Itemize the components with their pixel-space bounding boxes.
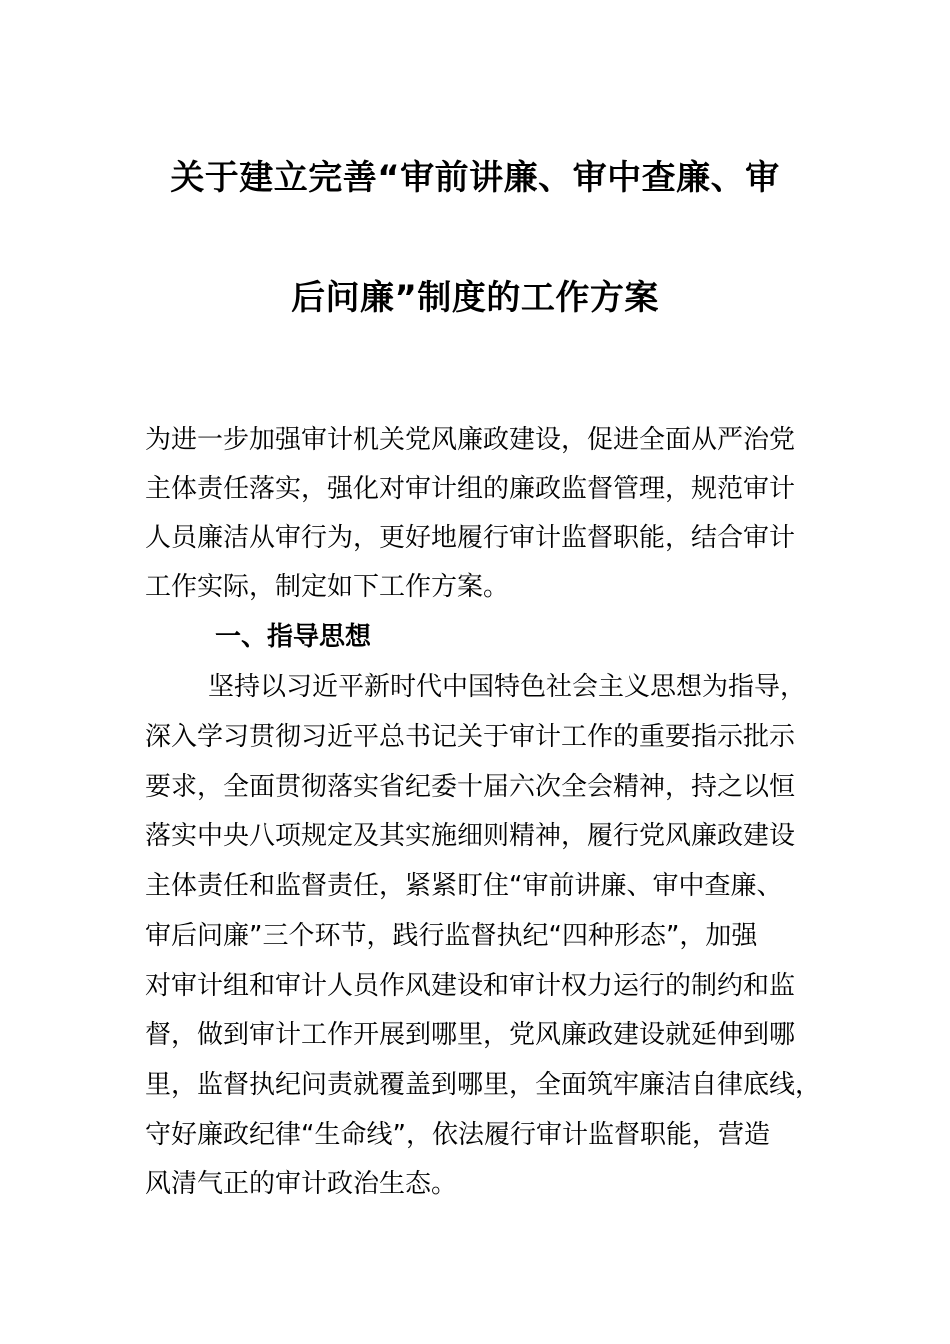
section-paragraph-line: 落实中央八项规定及其实施细则精神，履行党风廉政建设 [145,821,796,851]
section-paragraph-line: 审后问廉”三个环节，践行监督执纪“四种形态”，加强 [145,921,758,951]
intro-paragraph-line: 主体责任落实，强化对审计组的廉政监督管理，规范审计 [145,474,796,504]
section-paragraph-line: 里，监督执纪问责就覆盖到哪里，全面筑牢廉洁自律底线， [145,1070,822,1100]
section-paragraph-line: 要求，全面贯彻落实省纪委十届六次全会精神，持之以恒 [145,772,796,802]
section-paragraph-line: 深入学习贯彻习近平总书记关于审计工作的重要指示批示 [145,722,796,752]
intro-paragraph-line: 人员廉洁从审行为，更好地履行审计监督职能，结合审计 [145,523,796,553]
section-paragraph-line: 坚持以习近平新时代中国特色社会主义思想为指导， [208,672,807,702]
section-paragraph-line: 督，做到审计工作开展到哪里，党风廉政建设就延伸到哪 [145,1020,796,1050]
section-paragraph-line: 主体责任和监督责任，紧紧盯住“审前讲廉、审中查廉、 [145,871,783,901]
intro-paragraph-line: 为进一步加强审计机关党风廉政建设，促进全面从严治党 [145,425,796,455]
section-heading: 一、指导思想 [215,622,372,652]
intro-paragraph-line: 工作实际，制定如下工作方案。 [145,572,510,602]
document-title-line-2: 后问廉”制度的工作方案 [291,278,659,318]
section-paragraph-line: 风清气正的审计政治生态。 [145,1169,458,1199]
document-title-line-1: 关于建立完善“审前讲廉、审中查廉、审 [170,158,780,198]
section-paragraph-line: 守好廉政纪律“生命线”，依法履行审计监督职能，营造 [145,1120,770,1150]
section-paragraph-line: 对审计组和审计人员作风建设和审计权力运行的制约和监 [145,971,796,1001]
